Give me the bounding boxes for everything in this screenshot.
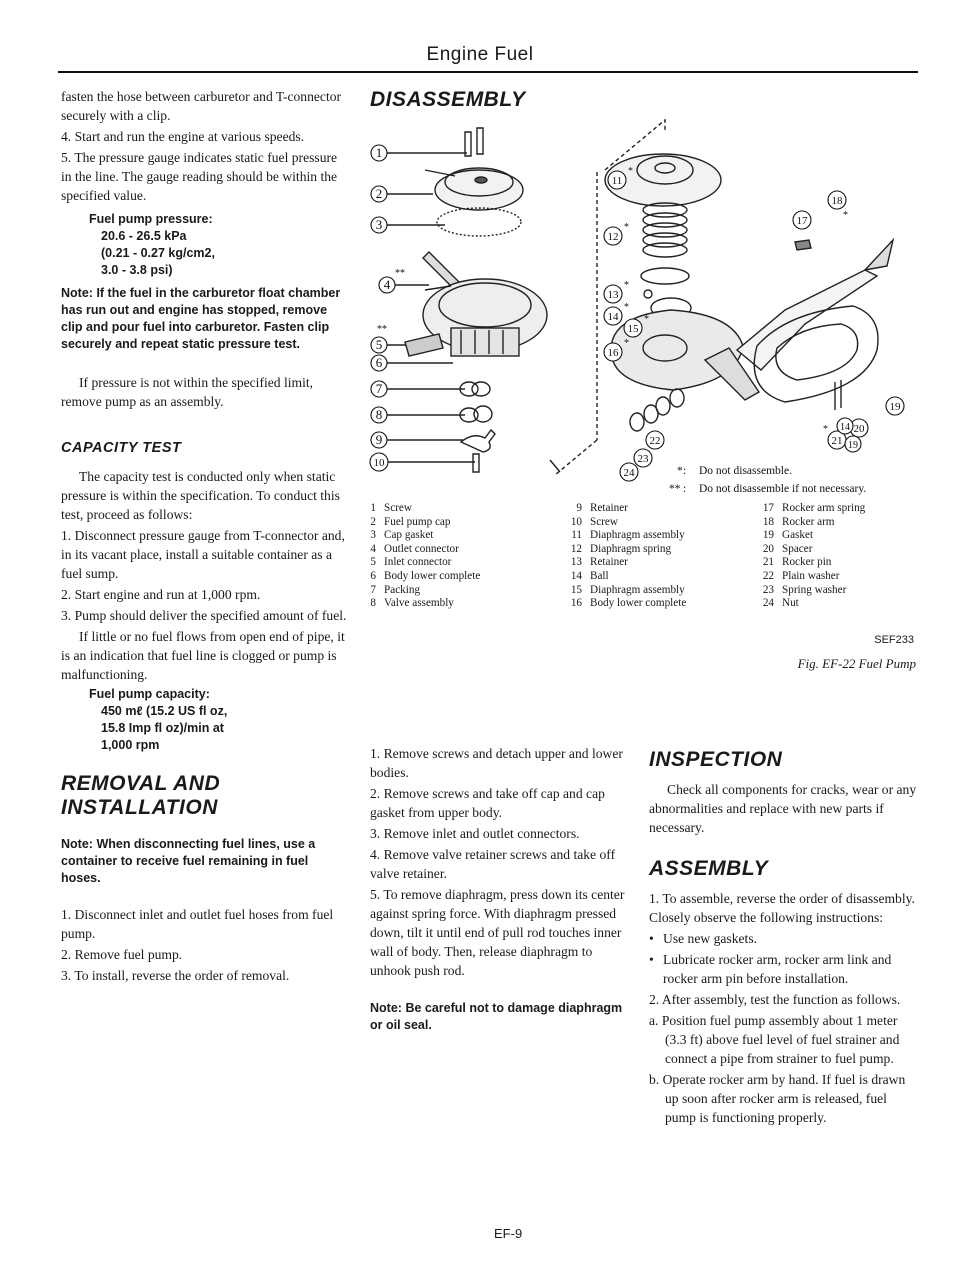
legend-item: 5 Inlet connector	[370, 556, 452, 569]
callout-8	[371, 407, 387, 423]
svg-text:7: 7	[375, 381, 383, 396]
legend-item: 11 Diaphragm assembly	[571, 529, 685, 542]
section-heading-removal: REMOVAL AND	[61, 772, 221, 795]
paragraph: 4. Start and run the engine at various speeds.	[61, 129, 305, 144]
svg-text:*: *	[628, 166, 633, 177]
svg-text:*: *	[644, 314, 649, 325]
spec-fuel-pump-capacity	[61, 686, 348, 754]
svg-text:13: 13	[607, 289, 619, 301]
paragraph: fasten the hose between carburetor and T-connector securely with a clip.	[61, 89, 342, 123]
svg-text:6: 6	[375, 355, 383, 370]
svg-text:*: *	[624, 280, 629, 291]
svg-text:14: 14	[840, 422, 850, 433]
svg-text:*: *	[624, 302, 629, 313]
legend-item: 22 Plain washer	[762, 569, 840, 582]
callout-12	[604, 222, 629, 245]
page-number: EF-9	[494, 1226, 523, 1241]
paragraph: Check all components for cracks, wear or any abnormalities and replace with new parts if necessary.	[649, 782, 917, 835]
paragraph: b. Operate rocker arm by hand. If fuel is drawn up soon after rocker arm is released, fuel pump is functioning properly.	[649, 1072, 906, 1125]
note-lead: Note:	[61, 286, 93, 300]
svg-text:21: 21	[831, 435, 843, 447]
callout-14b	[837, 418, 853, 434]
key-star2: **	[669, 483, 681, 495]
legend-item: 23 Spring washer	[762, 583, 847, 596]
legend-item: 13 Retainer	[570, 556, 628, 569]
svg-text:16: 16	[607, 347, 619, 359]
legend-item: 4 Outlet connector	[370, 542, 459, 555]
paragraph: 5. The pressure gauge indicates static fuel pressure in the line. The gauge reading should be within the specified value.	[61, 150, 338, 203]
callout-3	[371, 217, 387, 233]
parts-legend-col3	[752, 502, 865, 611]
svg-text:10: 10	[373, 457, 385, 469]
key-star1: *	[677, 465, 683, 477]
parts-legend-col2	[560, 502, 686, 611]
paragraph: 3. Remove inlet and outlet connectors.	[370, 826, 580, 841]
legend-item: 6 Body lower complete	[370, 569, 481, 582]
legend-item: 8 Valve assembly	[370, 597, 454, 610]
svg-text:*: *	[624, 222, 629, 233]
callout-2	[371, 186, 387, 202]
paragraph: 5. To remove diaphragm, press down its center against spring force. With diaphragm pressed down, tilt it until end of pull rod touches inner wall of body. Then, release diaphragm to unhook push rod.	[370, 887, 625, 978]
section-heading-inspection: INSPECTION	[649, 748, 783, 771]
callout-4	[379, 268, 405, 293]
spec-value: (0.21 - 0.27 kg/cm2,	[101, 246, 215, 260]
spec-label: Fuel pump capacity:	[89, 687, 210, 701]
paragraph: 2. Remove fuel pump.	[61, 947, 183, 962]
legend-item: 19 Gasket	[762, 529, 814, 542]
legend-item: 3 Cap gasket	[370, 529, 434, 542]
callout-14	[604, 302, 629, 325]
note-text: If the fuel in the carburetor float chamber has run out and engine has stopped, remove clip and pour fuel into carburetor. Fasten clip securely and repeat static pressure test.	[61, 286, 341, 351]
legend-item: 14 Ball	[570, 569, 609, 582]
callout-1	[371, 145, 387, 161]
callout-17	[793, 211, 811, 229]
svg-text:12: 12	[607, 231, 619, 243]
legend-item: 12 Diaphragm spring	[570, 542, 672, 555]
svg-text:19: 19	[889, 401, 901, 413]
svg-text:*: *	[843, 210, 848, 221]
note-text: When disconnecting fuel lines, use a container to receive fuel remaining in fuel hoses.	[61, 837, 316, 885]
svg-text:19: 19	[848, 440, 858, 451]
section-heading-capacity-test: CAPACITY TEST	[61, 440, 182, 456]
paragraph: 1. Disconnect pressure gauge from T-connector and, in its vacant place, install a suitable container as a fuel sump.	[61, 528, 345, 581]
paragraph: 1. Disconnect inlet and outlet fuel hoses from fuel pump.	[61, 907, 334, 941]
page-header-title: Engine Fuel	[426, 44, 534, 65]
note-carburetor	[61, 285, 348, 353]
parts-legend-col1	[354, 502, 480, 611]
figure-caption: Fig. EF-22 Fuel Pump	[797, 656, 916, 671]
svg-text:11: 11	[611, 175, 623, 187]
legend-item: 17 Rocker arm spring	[762, 502, 866, 514]
callout-10	[370, 453, 388, 471]
note-fuel-lines	[61, 836, 348, 887]
paragraph: 2. After assembly, test the function as follows.	[649, 992, 901, 1007]
svg-text:8: 8	[375, 407, 383, 422]
spec-value: 450 mℓ (15.2 US fl oz,	[101, 704, 228, 718]
spec-label: Fuel pump pressure:	[89, 212, 213, 226]
svg-text::: :	[683, 465, 687, 477]
note-lead: Note:	[61, 837, 93, 851]
spec-fuel-pump-pressure	[61, 211, 348, 279]
legend-item: 7 Packing	[370, 583, 421, 596]
callout-13	[604, 280, 629, 303]
paragraph: 3. Pump should deliver the specified amount of fuel.	[61, 608, 347, 623]
paragraph: The capacity test is conducted only when static pressure is within the specification. To conduct this test, proceed as follows:	[61, 469, 340, 522]
callout-5	[371, 324, 387, 353]
callout-18	[828, 191, 848, 221]
svg-text:15: 15	[627, 323, 639, 335]
note-lead: Note:	[370, 1001, 402, 1015]
paragraph: 2. Remove screws and take off cap and cap gasket from upper body.	[370, 786, 605, 820]
svg-text:**: **	[395, 268, 405, 279]
svg-text:9: 9	[375, 432, 383, 447]
note-text: Be careful not to damage diaphragm or oil seal.	[370, 1001, 623, 1032]
svg-text:1: 1	[375, 145, 383, 160]
key-text-1: Do not disassemble.	[699, 465, 792, 477]
svg-text:18: 18	[831, 195, 843, 207]
bullet-item: • Use new gaskets.	[649, 929, 917, 948]
legend-item: 1 Screw	[370, 502, 412, 514]
callout-24	[620, 463, 638, 481]
paragraph: 4. Remove valve retainer screws and take off valve retainer.	[370, 847, 616, 881]
svg-text:**: **	[377, 324, 387, 335]
callout-22	[646, 431, 664, 449]
legend-item: 2 Fuel pump cap	[370, 515, 451, 528]
legend-item: 20 Spacer	[762, 542, 813, 555]
callout-7	[371, 381, 387, 397]
svg-text:20: 20	[853, 423, 865, 435]
left-column	[61, 87, 348, 987]
spec-value: 1,000 rpm	[101, 738, 160, 752]
figure-code: SEF233	[874, 634, 914, 646]
right-column	[649, 748, 917, 1129]
svg-text:*: *	[624, 338, 629, 349]
legend-item: 15 Diaphragm assembly	[570, 583, 685, 596]
bullet-item: • Lubricate rocker arm, rocker arm link and rocker arm pin before installation.	[649, 950, 917, 988]
svg-text::: :	[683, 483, 687, 495]
legend-item: 18 Rocker arm	[762, 515, 835, 528]
paragraph: If pressure is not within the specified limit, remove pump as an assembly.	[61, 375, 314, 409]
legend-item: 16 Body lower complete	[570, 597, 687, 610]
callout-19	[886, 397, 904, 415]
spec-value: 3.0 - 3.8 psi)	[101, 263, 173, 277]
section-heading-assembly: ASSEMBLY	[649, 857, 769, 880]
paragraph: 1. Remove screws and detach upper and lower bodies.	[370, 746, 623, 780]
section-heading-disassembly: DISASSEMBLY	[370, 88, 526, 111]
callout-6	[371, 355, 387, 371]
note-diaphragm	[370, 1000, 632, 1034]
svg-text:2: 2	[375, 186, 383, 201]
paragraph: a. Position fuel pump assembly about 1 meter (3.3 ft) above fuel level of fuel strainer and connect a pipe from strainer to fuel pump.	[649, 1013, 900, 1066]
paragraph: 3. To install, reverse the order of removal.	[61, 968, 290, 983]
legend-item: 9 Retainer	[576, 502, 628, 514]
paragraph: 2. Start engine and run at 1,000 rpm.	[61, 587, 261, 602]
legend-item: 24 Nut	[762, 597, 799, 610]
callout-19b	[845, 436, 861, 452]
svg-text:3: 3	[375, 217, 383, 232]
svg-text:5: 5	[375, 337, 383, 352]
svg-text:23: 23	[637, 453, 649, 465]
key-text-2: Do not disassemble if not necessary.	[699, 483, 867, 495]
svg-text:24: 24	[623, 467, 635, 479]
svg-text:22: 22	[649, 435, 661, 447]
section-heading-installation: INSTALLATION	[61, 796, 218, 819]
spec-value: 15.8 Imp fl oz)/min at	[101, 721, 224, 735]
middle-column	[370, 744, 632, 1034]
callout-9	[371, 432, 387, 448]
fuel-pump-exploded-diagram	[365, 110, 925, 500]
spec-value: 20.6 - 26.5 kPa	[101, 229, 187, 243]
legend-item: 10 Screw	[570, 515, 618, 528]
callout-23	[634, 449, 652, 467]
legend-item: 21 Rocker pin	[762, 556, 832, 569]
header-rule	[58, 71, 918, 73]
paragraph: 1. To assemble, reverse the order of disassembly. Closely observe the following instructions:	[649, 891, 915, 925]
svg-text:14: 14	[607, 311, 619, 323]
svg-text:*: *	[823, 424, 828, 435]
svg-text:17: 17	[796, 215, 808, 227]
svg-text:4: 4	[383, 277, 391, 292]
paragraph: If little or no fuel flows from open end of pipe, it is an indication that fuel line is clogged or pump is malfunctioning.	[61, 629, 345, 682]
